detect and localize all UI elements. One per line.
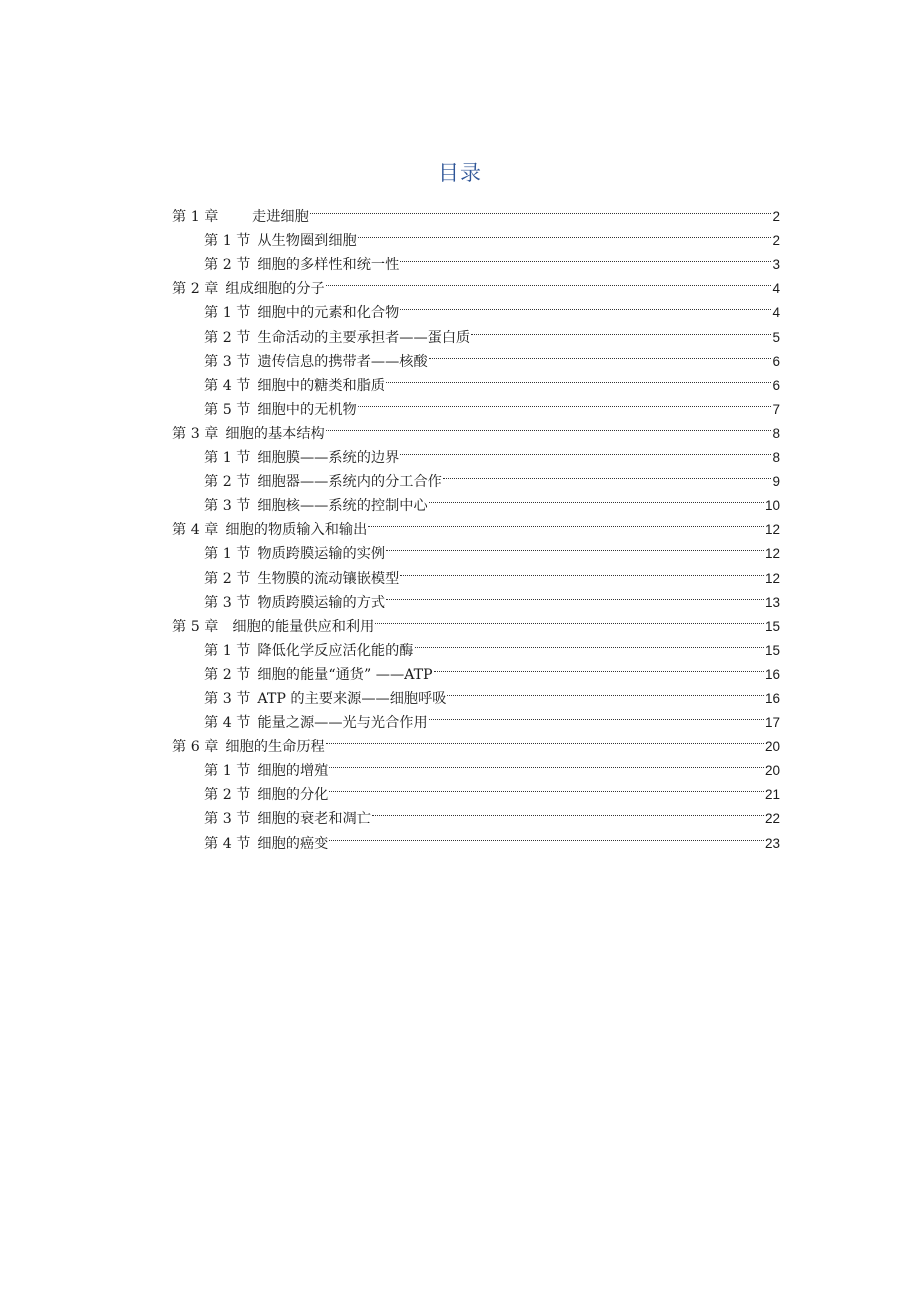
dot-leader	[329, 775, 764, 799]
toc-entry-label	[204, 639, 414, 663]
section-number: 第 1 节	[204, 763, 251, 780]
section-title: 降低化学反应活化能的酶	[257, 642, 414, 659]
dot-leader	[329, 751, 764, 775]
toc-entry-label	[204, 783, 328, 807]
dot-leader	[400, 558, 764, 582]
chapter-number: 第 5 章	[172, 618, 219, 635]
page-number: 23	[764, 835, 780, 851]
page-number: 17	[764, 715, 780, 731]
page-number: 15	[764, 642, 780, 658]
section-title: 细胞的能量“通货” ——ATP	[257, 666, 433, 683]
chapter-title: 细胞的物质输入和输出	[225, 522, 368, 539]
section-number: 第 1 节	[204, 305, 251, 322]
section-title: 细胞核——系统的控制中心	[257, 498, 428, 515]
toc-entry-label	[204, 229, 357, 253]
section-title: 生物膜的流动镶嵌模型	[257, 570, 400, 587]
page-number: 10	[764, 498, 780, 514]
section-number: 第 5 节	[204, 401, 251, 418]
dot-leader	[326, 414, 772, 438]
dot-leader	[310, 197, 772, 221]
section-title: 细胞的癌变	[257, 835, 329, 852]
section-number: 第 1 节	[204, 233, 251, 250]
section-number: 第 2 节	[204, 474, 251, 491]
chapter-number: 第 1 章	[172, 209, 219, 226]
section-number: 第 3 节	[204, 594, 251, 611]
toc-entry-label	[172, 277, 325, 301]
page-number: 12	[764, 546, 780, 562]
dot-leader	[372, 799, 764, 823]
section-title: 细胞膜——系统的边界	[257, 450, 400, 467]
section-number: 第 1 节	[204, 546, 251, 563]
page-number: 6	[772, 377, 780, 393]
section-number: 第 4 节	[204, 377, 251, 394]
dot-leader	[326, 269, 772, 293]
section-title: 遗传信息的携带者——核酸	[257, 353, 428, 370]
dot-leader	[329, 823, 764, 847]
toc-entry-label	[172, 518, 367, 542]
page-number: 16	[764, 690, 780, 706]
section-number: 第 2 节	[204, 787, 251, 804]
page-number: 2	[772, 209, 780, 225]
section-number: 第 1 节	[204, 450, 251, 467]
section-title: 细胞的分化	[257, 787, 329, 804]
section-title: 物质跨膜运输的实例	[257, 546, 386, 563]
page-number: 20	[764, 763, 780, 779]
page-number: 2	[772, 233, 780, 249]
page-number: 22	[764, 811, 780, 827]
section-number: 第 3 节	[204, 690, 251, 707]
page-number: 21	[764, 787, 780, 803]
dot-leader	[429, 342, 772, 366]
page-number: 20	[764, 739, 780, 755]
page-number: 4	[772, 305, 780, 321]
section-number: 第 4 节	[204, 715, 251, 732]
toc-entry-label	[172, 735, 325, 759]
dot-leader	[358, 221, 772, 245]
section-number: 第 4 节	[204, 835, 251, 852]
section-title: ATP 的主要来源——细胞呼吸	[257, 690, 447, 707]
section-title: 物质跨膜运输的方式	[257, 594, 386, 611]
dot-leader	[358, 390, 772, 414]
dot-leader	[447, 679, 763, 703]
dot-leader	[386, 366, 771, 390]
section-number: 第 2 节	[204, 257, 251, 274]
section-title: 能量之源——光与光合作用	[257, 715, 428, 732]
dot-leader	[386, 583, 764, 607]
dot-leader	[368, 510, 764, 534]
toc-entry-label	[204, 663, 433, 687]
dot-leader	[443, 462, 772, 486]
page-number: 12	[764, 570, 780, 586]
chapter-number: 第 3 章	[172, 425, 219, 442]
toc-title: 目录	[438, 161, 482, 185]
dot-leader	[400, 438, 771, 462]
dot-leader	[386, 534, 764, 558]
toc-entry-label	[204, 567, 399, 591]
section-number: 第 3 节	[204, 498, 251, 515]
page-number: 15	[764, 618, 780, 634]
table-of-contents	[172, 197, 780, 852]
dot-leader	[429, 486, 764, 510]
chapter-number: 第 6 章	[172, 739, 219, 756]
chapter-title: 走进细胞	[252, 209, 309, 226]
dot-leader	[400, 245, 771, 269]
section-title: 细胞的多样性和统一性	[257, 257, 400, 274]
dot-leader	[471, 317, 771, 341]
toc-entry-label	[204, 542, 385, 566]
toc-entry-label	[172, 205, 309, 229]
dot-leader	[429, 703, 764, 727]
dot-leader	[375, 607, 764, 631]
section-title: 生命活动的主要承担者——蛋白质	[257, 329, 471, 346]
page-number: 13	[764, 594, 780, 610]
section-title: 细胞的增殖	[257, 763, 329, 780]
chapter-number: 第 4 章	[172, 522, 219, 539]
toc-entry-label	[204, 759, 328, 783]
page-number: 4	[772, 281, 780, 297]
toc-entry-label	[172, 422, 325, 446]
section-title: 细胞的衰老和凋亡	[257, 811, 371, 828]
section-title: 细胞器——系统内的分工合作	[257, 474, 442, 491]
toc-entry-label	[204, 301, 399, 325]
page-number: 7	[772, 401, 780, 417]
chapter-title: 细胞的生命历程	[225, 739, 325, 756]
page-number: 5	[772, 329, 780, 345]
page-number: 8	[772, 425, 780, 441]
page-number: 12	[764, 522, 780, 538]
section-number: 第 2 节	[204, 570, 251, 587]
section-title: 细胞中的无机物	[257, 401, 357, 418]
section-number: 第 1 节	[204, 642, 251, 659]
section-number: 第 2 节	[204, 329, 251, 346]
chapter-title: 细胞的能量供应和利用	[232, 618, 375, 635]
dot-leader	[434, 655, 764, 679]
page-number: 6	[772, 353, 780, 369]
page-number: 3	[772, 257, 780, 273]
page-number: 8	[772, 450, 780, 466]
section-title: 细胞中的元素和化合物	[257, 305, 400, 322]
dot-leader	[326, 727, 764, 751]
toc-entry-label	[204, 591, 385, 615]
toc-chapter-entry[interactable]	[172, 197, 780, 226]
toc-entry-label	[204, 832, 328, 856]
section-number: 第 3 节	[204, 353, 251, 370]
toc-entry-label	[204, 446, 399, 470]
toc-entry-label	[172, 615, 374, 639]
chapter-title: 组成细胞的分子	[225, 281, 325, 298]
chapter-title: 细胞的基本结构	[225, 425, 325, 442]
dot-leader	[415, 631, 764, 655]
toc-entry-label	[204, 470, 442, 494]
section-number: 第 3 节	[204, 811, 251, 828]
chapter-number: 第 2 章	[172, 281, 219, 298]
section-title: 细胞中的糖类和脂质	[257, 377, 386, 394]
page-number: 16	[764, 666, 780, 682]
page-number: 9	[772, 474, 780, 490]
dot-leader	[400, 293, 771, 317]
section-number: 第 2 节	[204, 666, 251, 683]
toc-entry-label	[204, 687, 446, 711]
section-title: 从生物圈到细胞	[257, 233, 357, 250]
